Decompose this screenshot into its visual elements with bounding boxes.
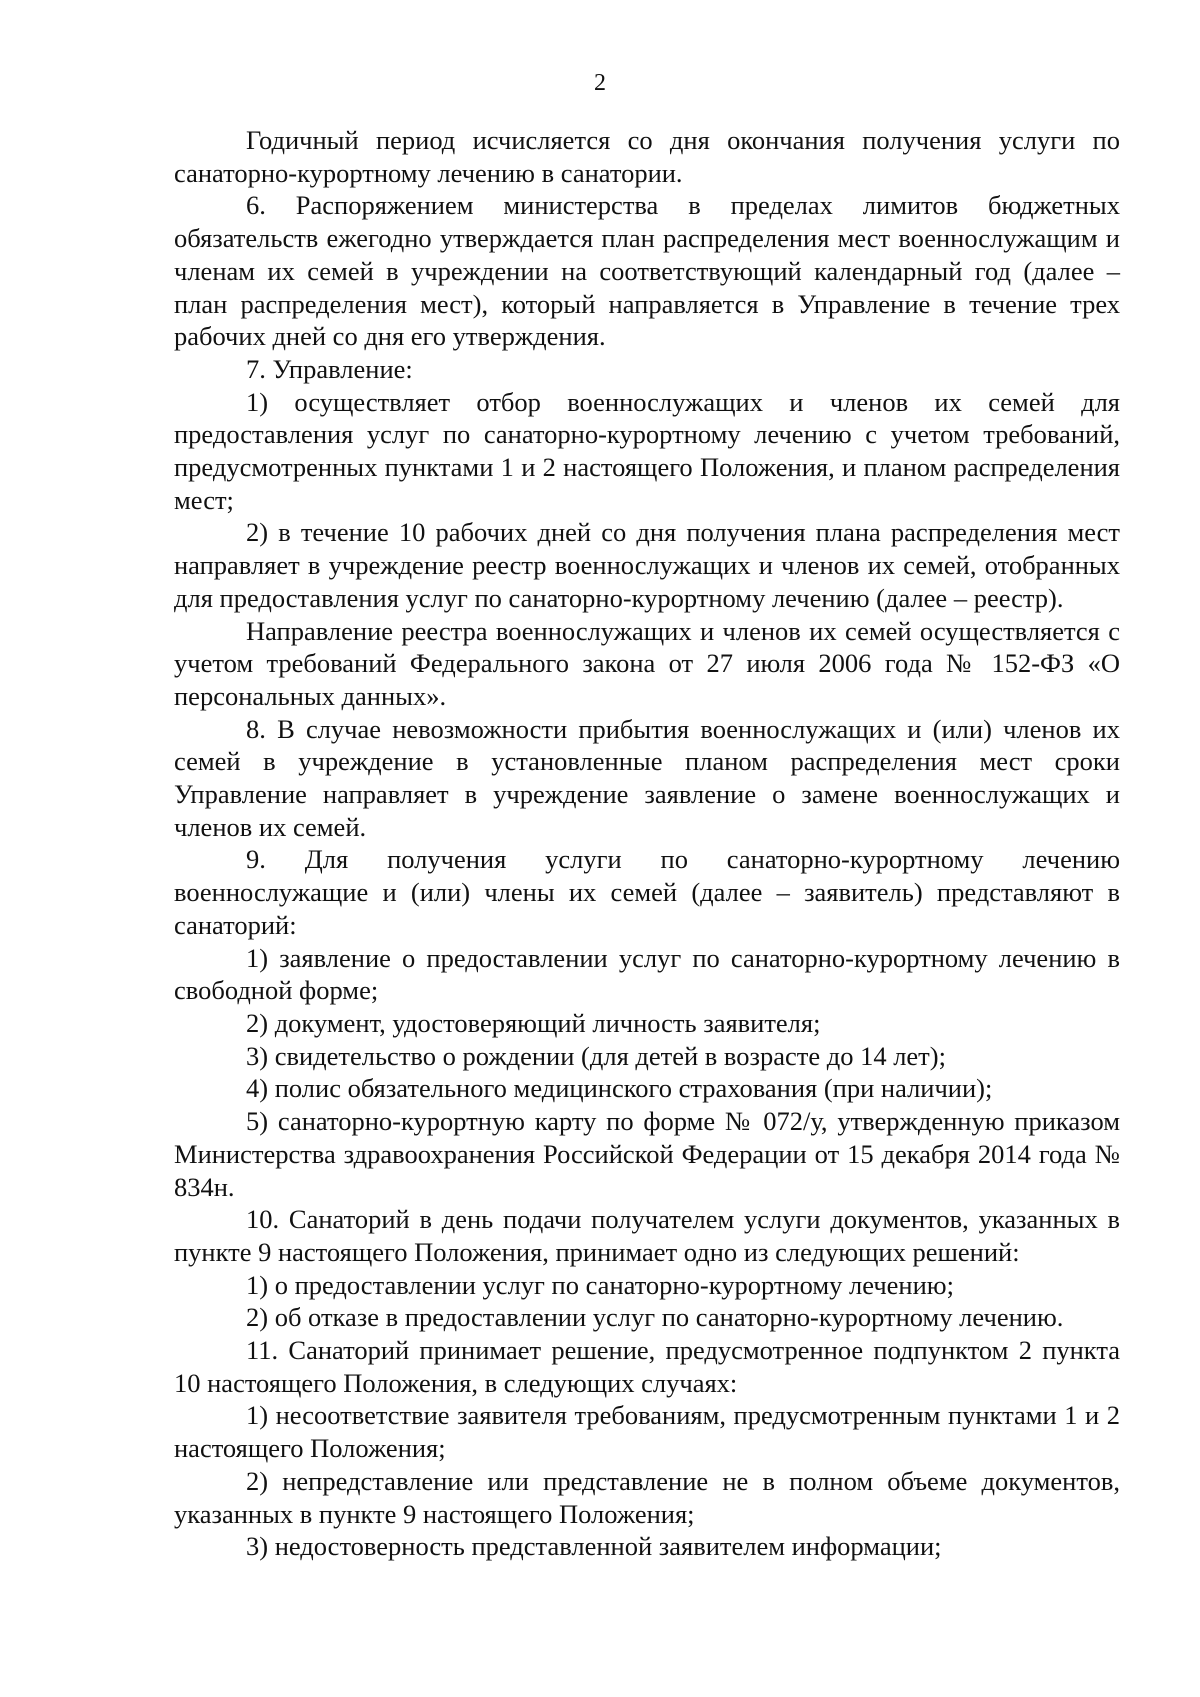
paragraph: 7. Управление: <box>246 353 413 384</box>
paragraph: 1) осуществляет отбор военнослужащих и членов их семей для предоставления услуг по санаторно-курортному лечению с учетом требований, предусмотренных пунктами 1 и 2 настоящего Положения, и планом распределения мест; <box>174 386 1120 515</box>
paragraph: 1) заявление о предоставлении услуг по санаторно-курортному лечению в свободной форме; <box>174 942 1120 1006</box>
paragraph: 1) о предоставлении услуг по санаторно-курортному лечению; <box>246 1269 954 1300</box>
paragraph: 2) в течение 10 рабочих дней со дня получения плана распределения мест направляет в учреждение реестр военнослужащих и членов их семей, отобранных для предоставления услуг по санаторно-курортному лечению (далее – реестр). <box>174 517 1120 613</box>
paragraph: Годичный период исчисляется со дня окончания получения услуги по санаторно-курортному лечению в санатории. <box>174 125 1120 188</box>
paragraph: 2) документ, удостоверяющий личность заявителя; <box>246 1007 821 1038</box>
paragraph: 4) полис обязательного медицинского страхования (при наличии); <box>246 1073 993 1104</box>
paragraph: 9. Для получения услуги по санаторно-курортному лечению военнослужащие и (или) члены их семей (далее – заявитель) представляют в санаторий: <box>174 844 1120 940</box>
paragraph: 2) об отказе в предоставлении услуг по санаторно-курортному лечению. <box>246 1302 1064 1333</box>
paragraph: 10. Санаторий в день подачи получателем услуги документов, указанных в пункте 9 настоящего Положения, принимает одно из следующих решений: <box>174 1204 1120 1267</box>
paragraph: 6. Распоряжением министерства в пределах лимитов бюджетных обязательств ежегодно утверждается план распределения мест военнослужащим и членам их семей в учреждении на соответствующий календарный год (далее – план распределения мест), который направляется в Управление в течение трех рабочих дней со дня его утверждения. <box>174 190 1120 352</box>
paragraph: 2) непредставление или представление не в полном объеме документов, указанных в пункте 9 настоящего Положения; <box>174 1465 1120 1529</box>
paragraph: 3) свидетельство о рождении (для детей в возрасте до 14 лет); <box>246 1040 946 1071</box>
paragraph: 3) недостоверность представленной заявителем информации; <box>246 1531 942 1562</box>
page-number: 2 <box>594 70 606 96</box>
paragraph: 8. В случае невозможности прибытия военнослужащих и (или) членов их семей в учреждение в установленные планом распределения мест сроки Управление направляет в учреждение заявление о замене военнослужащих и членов их семей. <box>174 713 1120 842</box>
paragraph: Направление реестра военнослужащих и членов их семей осуществляется с учетом требований Федерального закона от 27 июля 2006 года № 152-ФЗ «О персональных данных». <box>174 615 1120 711</box>
paragraph: 5) санаторно-курортную карту по форме № 072/у, утвержденную приказом Министерства здравоохранения Российской Федерации от 15 декабря 2014 года № 834н. <box>174 1106 1120 1202</box>
paragraph: 1) несоответствие заявителя требованиям, предусмотренным пунктами 1 и 2 настоящего Положения; <box>174 1400 1120 1464</box>
document-body <box>174 124 1120 1563</box>
paragraph: 11. Санаторий принимает решение, предусмотренное подпунктом 2 пункта 10 настоящего Положения, в следующих случаях: <box>174 1335 1120 1398</box>
